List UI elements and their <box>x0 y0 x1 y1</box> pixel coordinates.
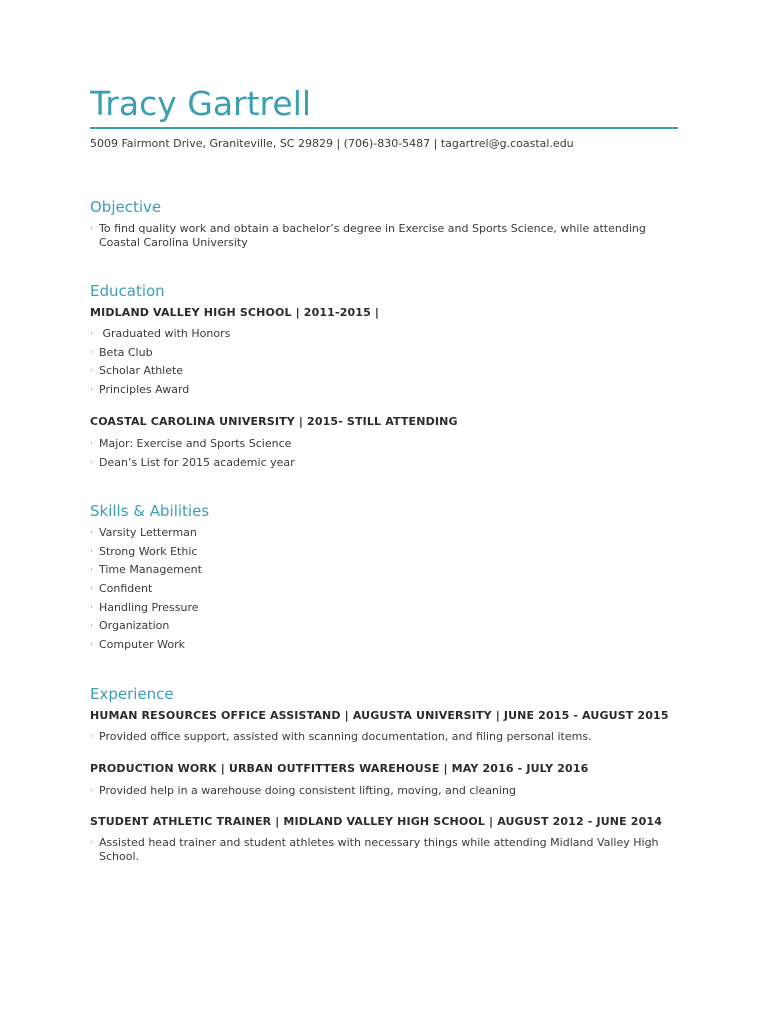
section-title-experience: Experience <box>90 685 174 703</box>
list-item: · Major: Exercise and Sports Science <box>90 437 292 450</box>
list-item: · Dean’s List for 2015 academic year <box>90 455 295 469</box>
list-item: · Provided office support, assisted with scanning documentation, and filing personal items. <box>90 730 592 743</box>
bullet-icon: · <box>90 457 93 468</box>
list-item: · Scholar Athlete <box>90 364 184 378</box>
experience-heading-hr-assistant: HUMAN RESOURCES OFFICE ASSISTAND | AUGUSTA UNIVERSITY | JUNE 2015 - AUGUST 2015 <box>90 709 669 722</box>
bullet-icon: · <box>90 528 93 538</box>
contact-line: 5009 Fairmont Drive, Graniteville, SC 29829 | (706)-830-5487 | tagartrel@g.coastal.edu <box>90 137 574 150</box>
bullet-icon: · <box>90 786 93 796</box>
list-item: · Assisted head trainer and student athletes with necessary things while attending Midland Valley High School. <box>90 836 659 863</box>
bullet-icon: · <box>90 838 93 848</box>
resume-name: Tracy Gartrell <box>90 84 312 123</box>
list-item: · Confident <box>90 582 153 596</box>
bullet-icon: · <box>90 439 93 449</box>
header-divider <box>90 127 678 129</box>
bullet-icon: · <box>90 347 93 358</box>
education-list-high-school <box>90 327 230 402</box>
bullet-icon: · <box>90 584 93 595</box>
list-item: · Beta Club <box>90 345 153 359</box>
bullet-icon: · <box>90 565 93 576</box>
experience-heading-athletic-trainer: STUDENT ATHLETIC TRAINER | MIDLAND VALLEY HIGH SCHOOL | AUGUST 2012 - JUNE 2014 <box>90 815 663 828</box>
skills-list <box>90 526 202 657</box>
experience-list-hr-assistant <box>90 730 592 744</box>
list-item: · Handling Pressure <box>90 600 199 614</box>
list-item: · Computer Work <box>90 638 186 652</box>
bullet-icon: · <box>90 224 93 234</box>
list-item: · Varsity Letterman <box>90 526 197 539</box>
experience-list-production <box>90 784 516 798</box>
objective-list <box>90 222 677 250</box>
bullet-icon: · <box>90 621 93 632</box>
list-item: · Organization <box>90 619 170 633</box>
list-item: · Strong Work Ethic <box>90 544 198 558</box>
bullet-icon: · <box>90 385 93 396</box>
education-list-university <box>90 437 295 474</box>
bullet-icon: · <box>90 546 93 557</box>
section-title-skills: Skills & Abilities <box>90 502 210 520</box>
bullet-icon: · <box>90 366 93 377</box>
list-item: · Principles Award <box>90 383 190 397</box>
education-heading-high-school: MIDLAND VALLEY HIGH SCHOOL | 2011-2015 | <box>90 306 380 319</box>
bullet-icon: · <box>90 732 93 742</box>
bullet-icon: · <box>90 602 93 613</box>
experience-list-athletic-trainer <box>90 836 677 864</box>
list-item: · Time Management <box>90 563 202 577</box>
list-item: · To find quality work and obtain a bachelor’s degree in Exercise and Sports Science, while attending Coastal Carolina University <box>90 222 646 249</box>
section-title-education: Education <box>90 282 165 300</box>
list-item: · Graduated with Honors <box>90 327 231 340</box>
section-title-objective: Objective <box>90 198 162 216</box>
education-heading-university: COASTAL CAROLINA UNIVERSITY | 2015- STILL ATTENDING <box>90 415 458 428</box>
bullet-icon: · <box>90 329 93 339</box>
bullet-icon: · <box>90 640 93 651</box>
experience-heading-production: PRODUCTION WORK | URBAN OUTFITTERS WAREHOUSE | MAY 2016 - JULY 2016 <box>90 762 589 775</box>
list-item: · Provided help in a warehouse doing consistent lifting, moving, and cleaning <box>90 784 516 797</box>
